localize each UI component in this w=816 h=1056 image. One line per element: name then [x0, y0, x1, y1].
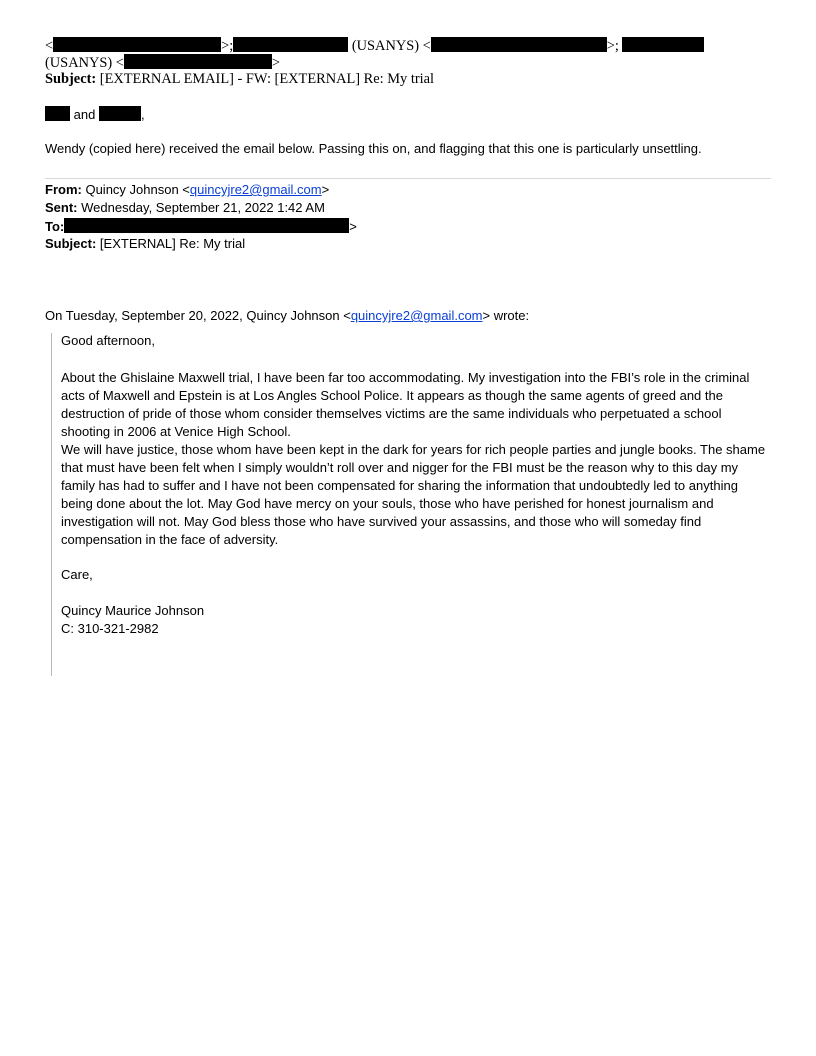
to-line: To: > [45, 219, 357, 234]
paragraph: About the Ghislaine Maxwell trial, I have been far too accommodating. My investigation into the FBI’s role in the criminal acts of Maxwell and Epstein is at Los Angles School Police. It appears as though the same agents of greed and the destruction of pride of those whom consider themselves victims are the same individuals who perpetuated a school shooting in 2006 at Venice High School. [61, 370, 750, 439]
from-line: From: Quincy Johnson <quincyjre2@gmail.com> [45, 182, 330, 197]
redaction-box [233, 37, 348, 52]
paragraph: We will have justice, those whom have been kept in the dark for years for rich people parties and jungle books. The shame that must have been felt when I simply wouldn’t roll over and nigger for the FBI must be the reason why to this day my family has had to suffer and I have not been compensated for sharing the information that undoubtedly led to anything being done about the lot. May God have mercy on your souls, those who have perished for honest journalism and investigation will not. May God bless those who have survived your assassins, and those who will someday find compensation in the face of adversity. [61, 442, 766, 547]
redaction-box [99, 106, 141, 121]
salutation: and , [45, 106, 145, 122]
redaction-box [431, 37, 607, 52]
redaction-box [622, 37, 704, 52]
greeting: Good afternoon, [61, 333, 155, 348]
subject-line: Subject: [EXTERNAL] Re: My trial [45, 236, 246, 251]
header-subject-line: Subject: [EXTERNAL EMAIL] - FW: [EXTERNAL] Re: My trial [45, 71, 435, 87]
redaction-box [53, 37, 221, 52]
closing: Care, [61, 567, 93, 582]
quote-intro: On Tuesday, September 20, 2022, Quincy Johnson <quincyjre2@gmail.com> wrote: [45, 308, 530, 323]
message-body [61, 369, 773, 549]
divider [45, 178, 771, 179]
forward-message: Wendy (copied here) received the email below. Passing this on, and flagging that this one is particularly unsettling. [45, 141, 702, 156]
sender-email-link[interactable]: quincyjre2@gmail.com [189, 182, 322, 197]
recipients-line-1: < >; (USANYS) < >; [45, 37, 704, 55]
recipients-line-2: (USANYS) < > [45, 55, 280, 71]
redaction-box [45, 106, 70, 121]
redaction-box [64, 218, 349, 233]
sent-line: Sent: Wednesday, September 21, 2022 1:42 AM [45, 200, 325, 215]
signature-name: Quincy Maurice Johnson [61, 603, 205, 618]
quoted-email-link[interactable]: quincyjre2@gmail.com [350, 308, 483, 323]
quote-bar [51, 333, 52, 676]
redaction-box [124, 54, 272, 69]
signature-phone: C: 310-321-2982 [61, 621, 159, 636]
